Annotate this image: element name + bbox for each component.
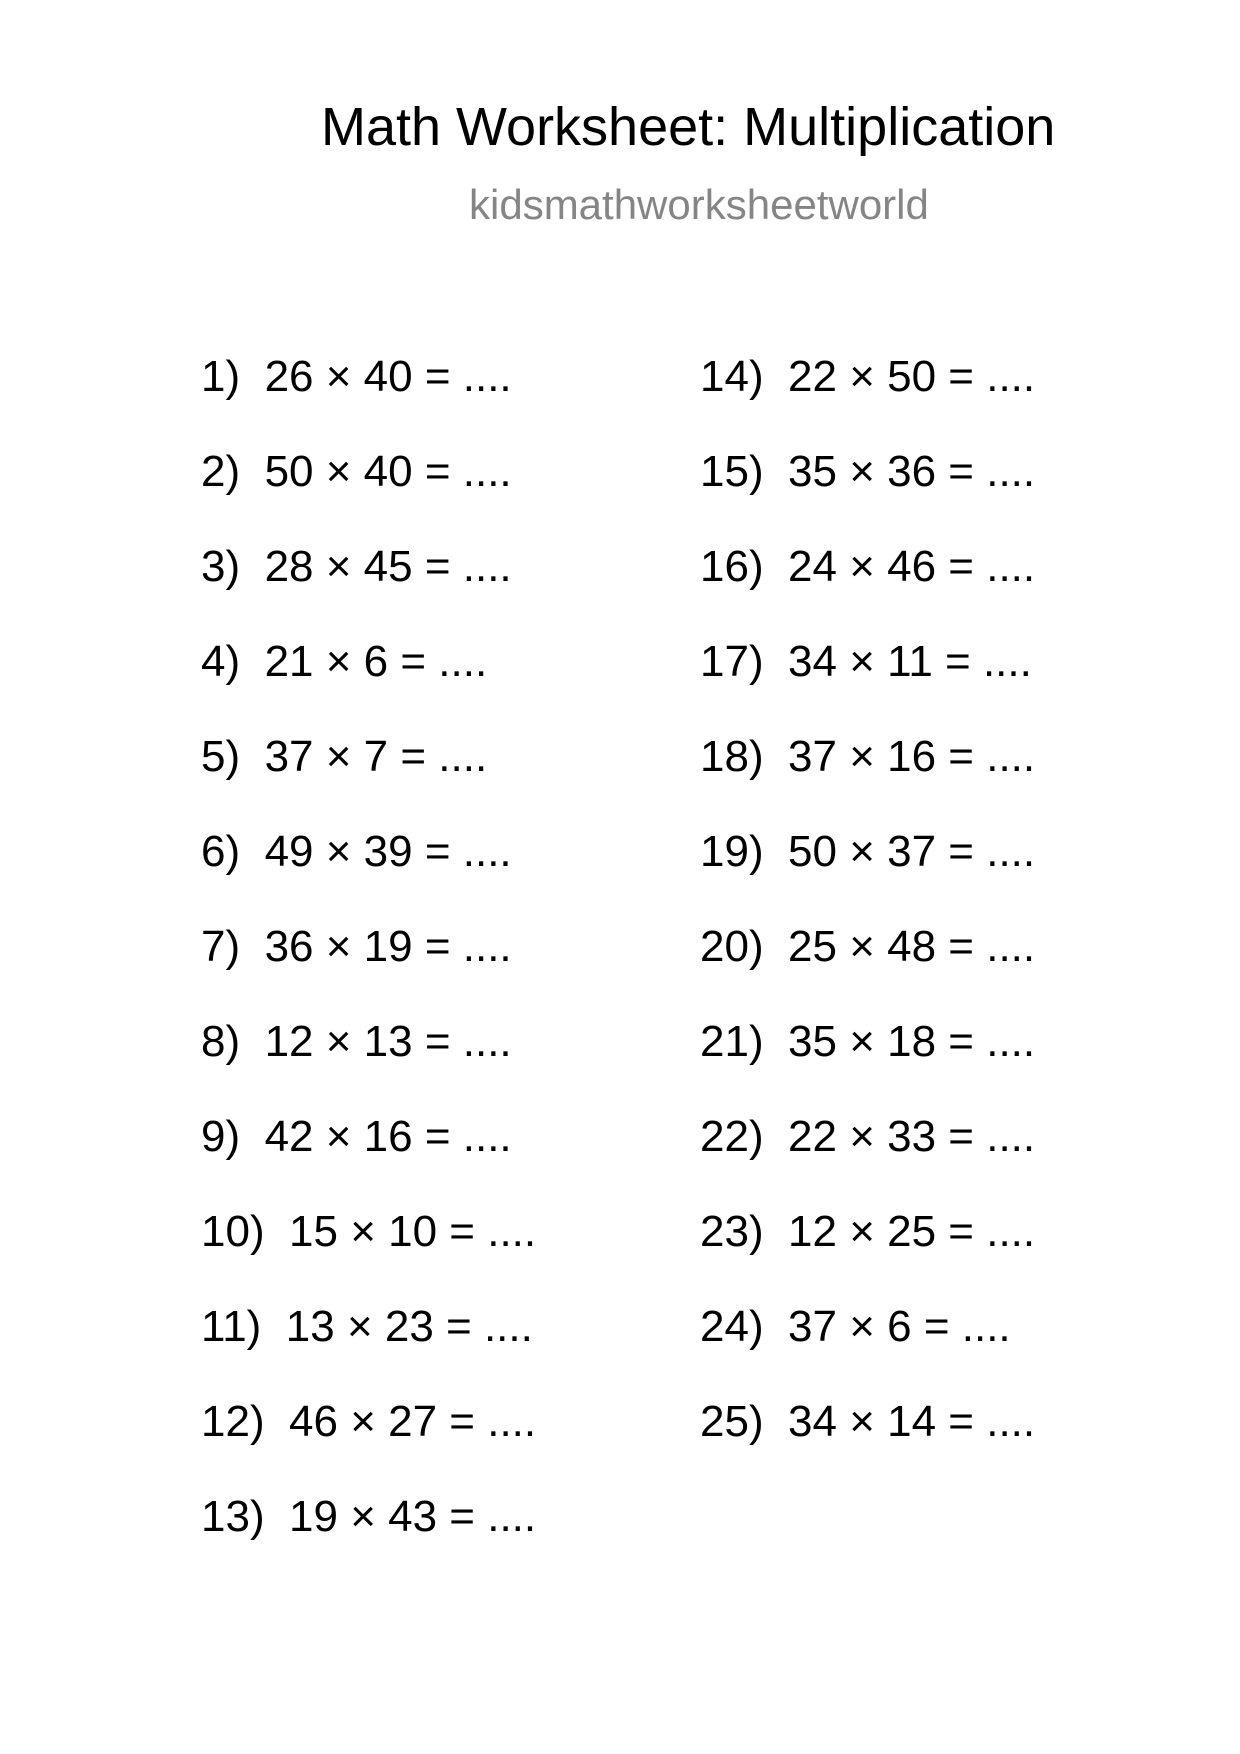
problem-item: 12) 46 × 27 = .... [201,1397,537,1446]
problems-left-column [201,352,536,1587]
problem-item: 7) 36 × 19 = .... [201,922,512,971]
problem-item: 14) 22 × 50 = .... [700,352,1036,401]
problem-item: 1) 26 × 40 = .... [201,352,512,401]
problem-item: 11) 13 × 23 = .... [201,1302,533,1351]
problem-item: 21) 35 × 18 = .... [700,1017,1036,1066]
problem-item: 8) 12 × 13 = .... [201,1017,512,1066]
problem-item: 5) 37 × 7 = .... [201,732,488,781]
problem-item: 25) 34 × 14 = .... [700,1397,1036,1446]
problem-item: 6) 49 × 39 = .... [201,827,512,876]
problem-item: 3) 28 × 45 = .... [201,542,512,591]
problem-item: 2) 50 × 40 = .... [201,447,512,496]
worksheet-subtitle: kidsmathworksheetworld [469,181,929,228]
problem-item: 23) 12 × 25 = .... [700,1207,1036,1256]
problems-right-column [700,352,1035,1492]
worksheet-title: Math Worksheet: Multiplication [321,97,1056,157]
problem-item: 17) 34 × 11 = .... [700,637,1032,686]
problem-item: 13) 19 × 43 = .... [201,1492,537,1541]
problem-item: 20) 25 × 48 = .... [700,922,1036,971]
problem-item: 16) 24 × 46 = .... [700,542,1036,591]
problem-item: 15) 35 × 36 = .... [700,447,1036,496]
problem-item: 18) 37 × 16 = .... [700,732,1036,781]
problem-item: 4) 21 × 6 = .... [201,637,488,686]
problem-item: 19) 50 × 37 = .... [700,827,1036,876]
problem-item: 24) 37 × 6 = .... [700,1302,1011,1351]
problem-item: 22) 22 × 33 = .... [700,1112,1036,1161]
problem-item: 10) 15 × 10 = .... [201,1207,537,1256]
problem-item: 9) 42 × 16 = .... [201,1112,512,1161]
